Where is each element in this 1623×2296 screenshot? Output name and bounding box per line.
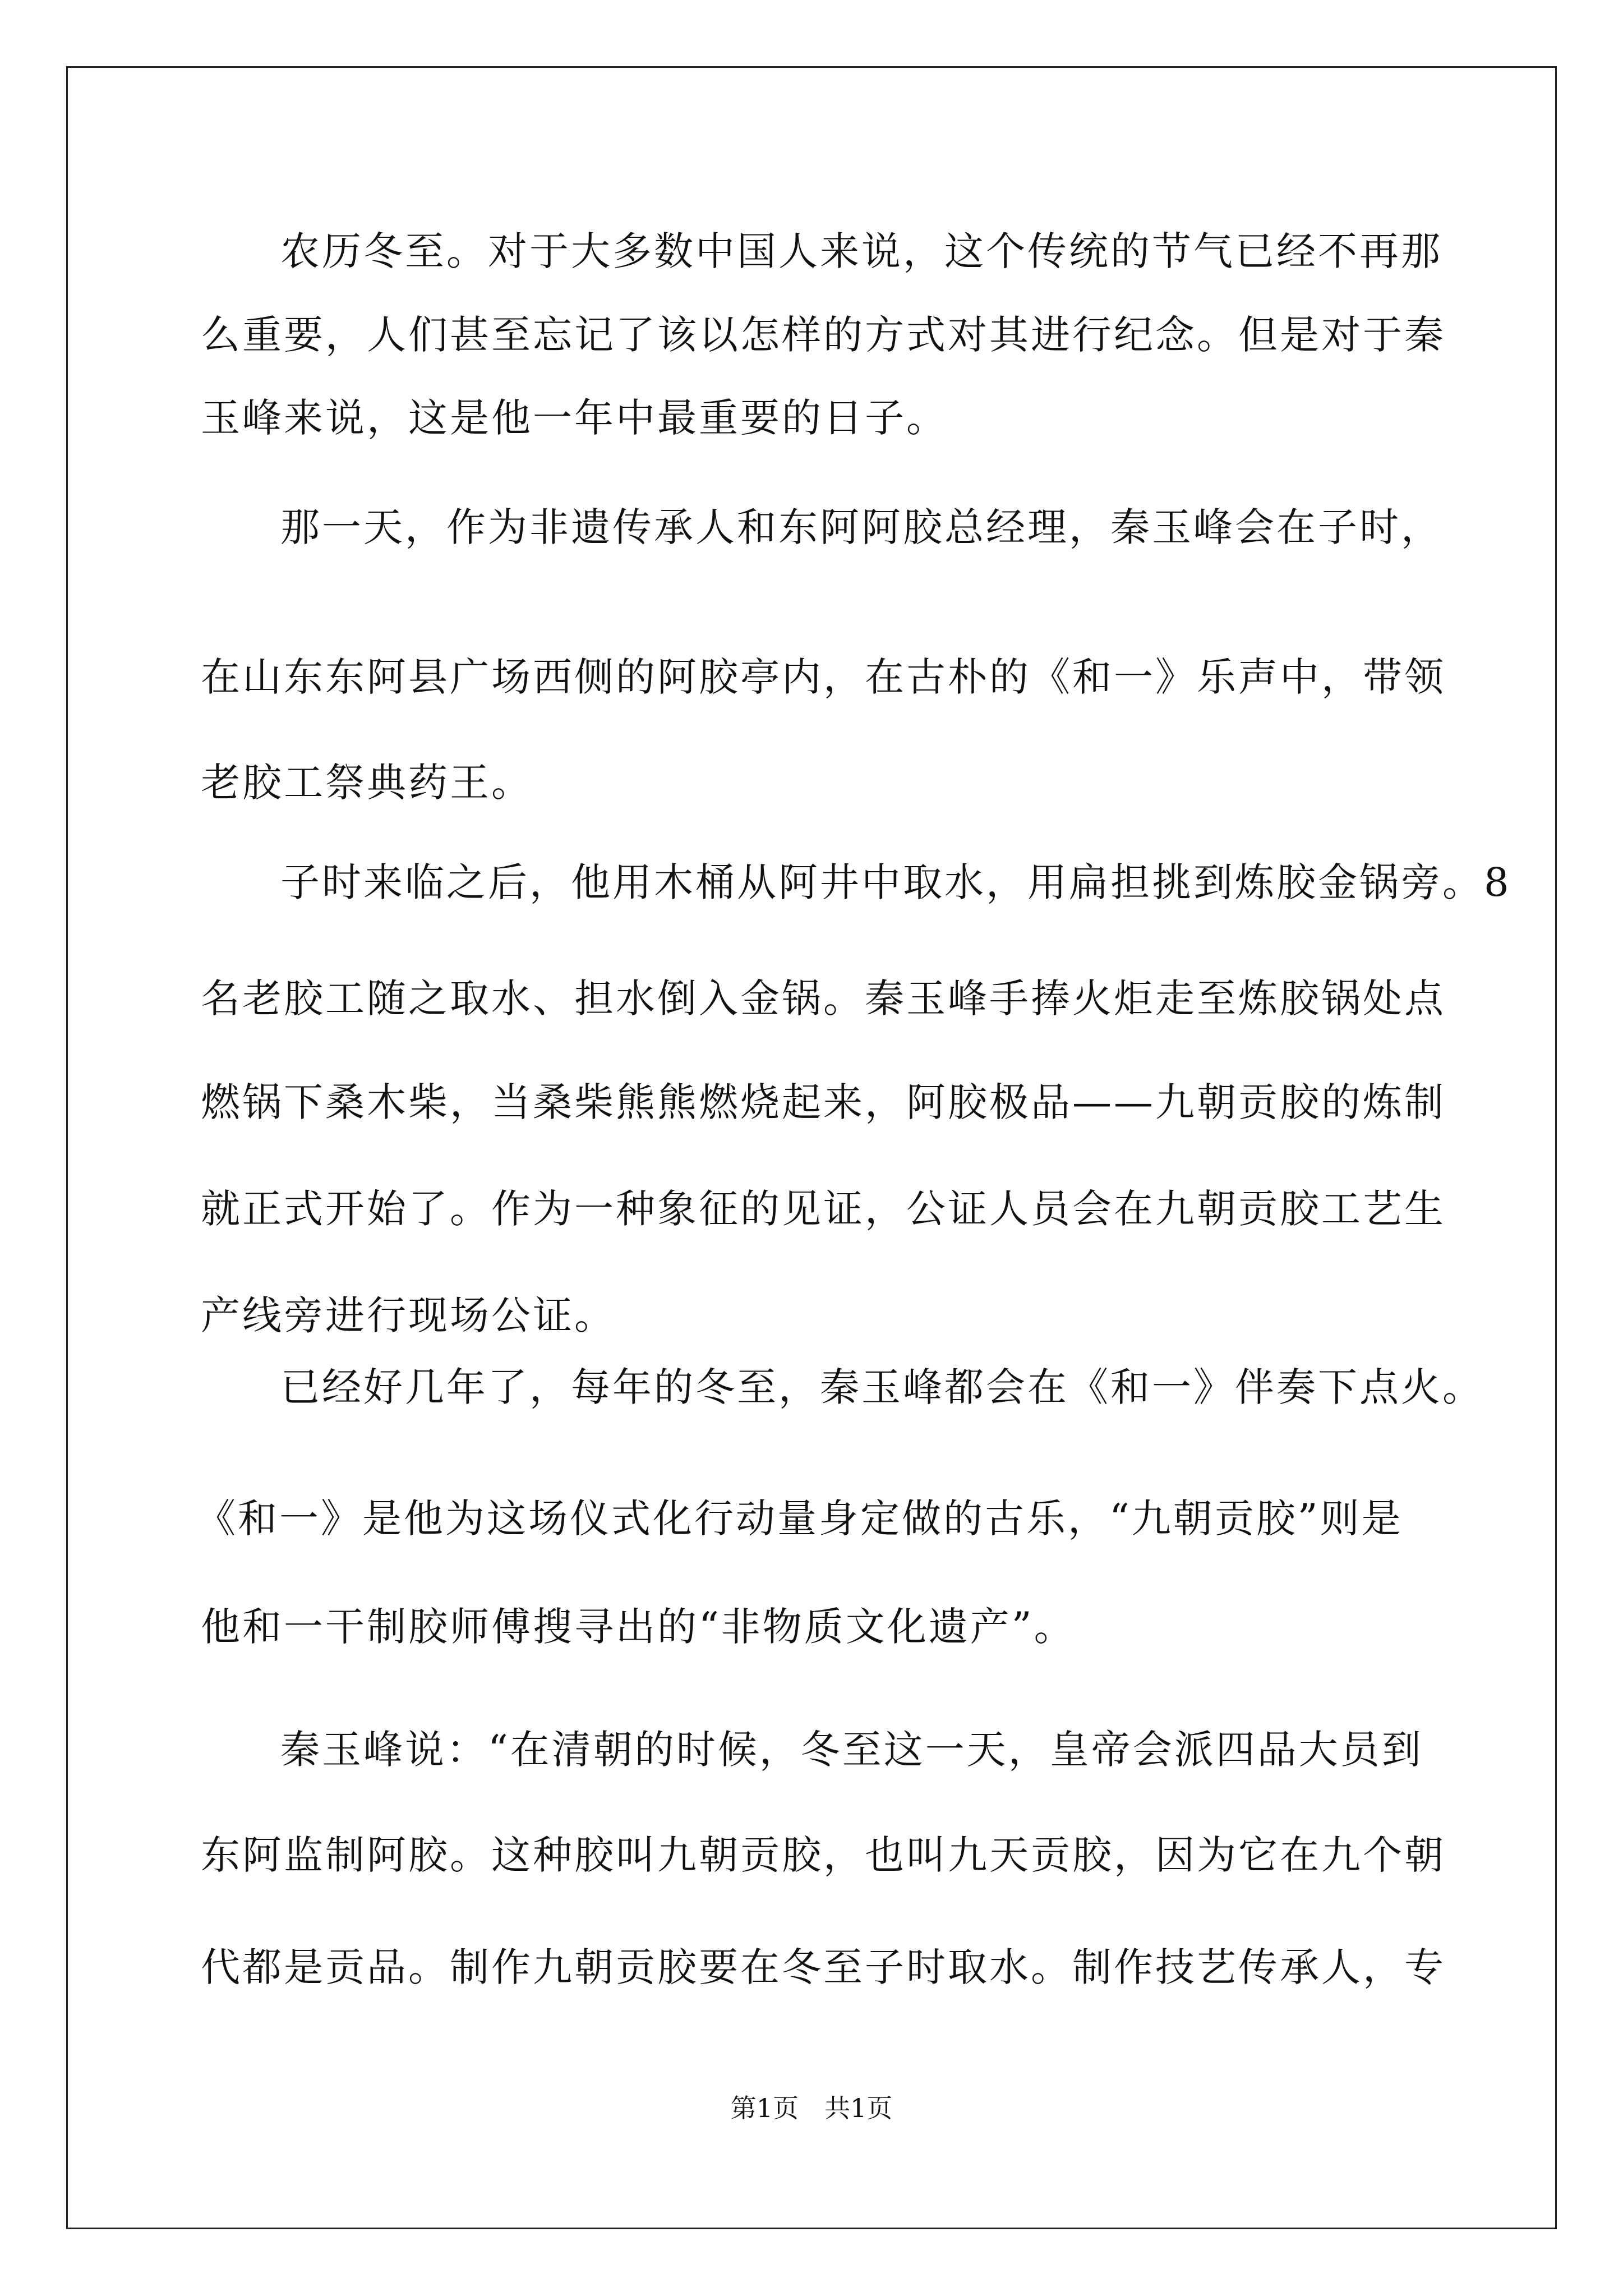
text-line: 产线旁进行现场公证。 — [201, 1292, 616, 1338]
text-line: 名老胶工随之取水、担水倒入金锅。秦玉峰手捧火炬走至炼胶锅处点 — [201, 976, 1446, 1022]
page-border — [66, 66, 1557, 2229]
text-line: 《和一》是他为这场仪式化行动量身定做的古乐，“九朝贡胶”则是 — [196, 1496, 1403, 1542]
text-line: 在山东东阿县广场西侧的阿胶亭内，在古朴的《和一》乐声中，带领 — [201, 654, 1446, 700]
text-line: 东阿监制阿胶。这种胶叫九朝贡胶，也叫九天贡胶，因为它在九个朝 — [201, 1832, 1446, 1878]
text-line: 已经好几年了，每年的冬至，秦玉峰都会在《和一》伴奏下点火。 — [280, 1364, 1484, 1410]
text-line: 子时来临之后，他用木桶从阿井中取水，用扁担挑到炼胶金锅旁。8 — [280, 859, 1511, 905]
text-line: 那一天，作为非遗传承人和东阿阿胶总经理，秦玉峰会在子时， — [280, 504, 1442, 550]
text-line: 玉峰来说，这是他一年中最重要的日子。 — [201, 395, 948, 441]
text-line: 他和一干制胶师傅搜寻出的“非物质文化遗产”。 — [201, 1604, 1076, 1650]
text-line: 秦玉峰说：“在清朝的时候，冬至这一天，皇帝会派四品大员到 — [280, 1727, 1423, 1773]
text-line: 么重要，人们甚至忘记了该以怎样的方式对其进行纪念。但是对于秦 — [201, 312, 1446, 358]
text-line: 老胶工祭典药王。 — [201, 760, 533, 806]
text-line: 就正式开始了。作为一种象征的见证，公证人员会在九朝贡胶工艺生 — [201, 1186, 1446, 1232]
text-line: 燃锅下桑木柴，当桑柴熊熊燃烧起来，阿胶极品——九朝贡胶的炼制 — [201, 1079, 1446, 1125]
page-number-footer: 第1页 共1页 — [730, 2093, 893, 2123]
text-line: 代都是贡品。制作九朝贡胶要在冬至子时取水。制作技艺传承人，专 — [201, 1944, 1446, 1990]
text-line: 农历冬至。对于大多数中国人来说，这个传统的节气已经不再那 — [280, 228, 1442, 274]
